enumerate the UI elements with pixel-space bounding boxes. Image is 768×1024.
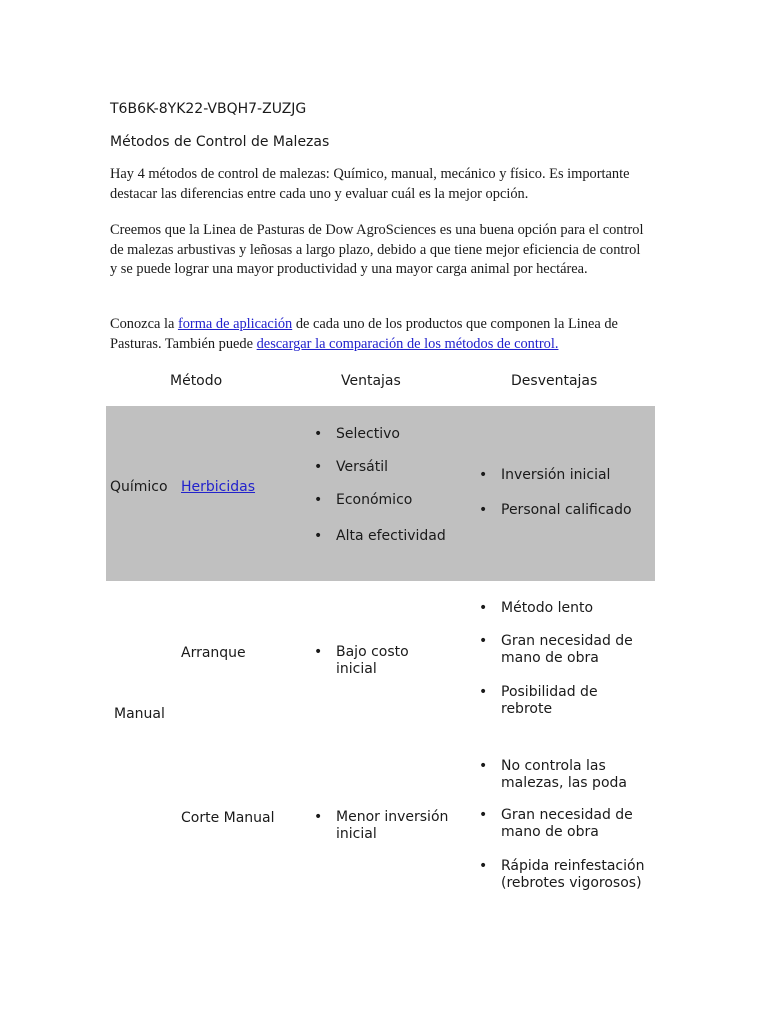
list-item: • Menor inversión inicial (311, 809, 451, 843)
arranque-submethod: Arranque (181, 645, 246, 661)
manual-category: Manual (114, 706, 165, 722)
corte-manual-submethod: Corte Manual (181, 810, 275, 826)
list-item: • Posibilidad de rebrote (476, 684, 651, 718)
list-item: • Gran necesidad de mano de obra (476, 633, 651, 667)
forma-aplicacion-link[interactable]: forma de aplicación (177, 316, 293, 332)
header-disadvantages: Desventajas (511, 373, 598, 389)
quimico-advantages-list (311, 426, 451, 545)
arranque-disadvantages-list (476, 600, 651, 718)
list-item: • Selectivo (311, 426, 451, 443)
list-item: • Versátil (311, 459, 451, 476)
corte-advantages-list (311, 809, 451, 843)
arranque-advantages-list (311, 644, 436, 678)
herbicidas-link[interactable]: Herbicidas (181, 479, 256, 495)
page-title: Métodos de Control de Malezas (110, 134, 330, 150)
list-item: • Alta efectividad (311, 528, 451, 545)
header-advantages: Ventajas (341, 373, 401, 389)
descargar-comparacion-link[interactable]: descargar la comparación de los métodos de control. (256, 335, 559, 352)
quimico-disadvantages-list (476, 467, 651, 519)
list-item: • Método lento (476, 600, 651, 617)
list-item: • Rápida reinfestación (rebrotes vigorosos) (476, 858, 651, 892)
list-item: • Inversión inicial (476, 467, 651, 484)
para3-text-middle: de cada uno de los productos que componen la Linea de Pasturas. También puede (110, 316, 618, 352)
header-method: Método (170, 373, 223, 389)
list-item: • Bajo costo inicial (311, 644, 436, 678)
dow-paragraph: Creemos que la Linea de Pasturas de Dow AgroSciences es una buena opción para el control de malezas arbustivas y leñosas a largo plazo, debido a que tiene mejor eficiencia de control y se puede lograr una mayor productividad y una mayor carga animal por hectárea. (110, 222, 644, 277)
links-paragraph (110, 315, 670, 354)
document-code: T6B6K-8YK22-VBQH7-ZUZJG (110, 101, 307, 117)
list-item: • Económico (311, 492, 451, 509)
quimico-category: Químico (110, 479, 168, 495)
list-item: • Personal calificado (476, 502, 651, 519)
para3-text-start: Conozca la (110, 316, 178, 332)
intro-paragraph: Hay 4 métodos de control de malezas: Químico, manual, mecánico y físico. Es importante destacar las diferencias entre cada uno y evaluar cuál es la mejor opción. (110, 166, 630, 202)
corte-disadvantages-list (476, 758, 651, 892)
list-item: • Gran necesidad de mano de obra (476, 807, 651, 841)
list-item: • No controla las malezas, las poda (476, 758, 651, 792)
